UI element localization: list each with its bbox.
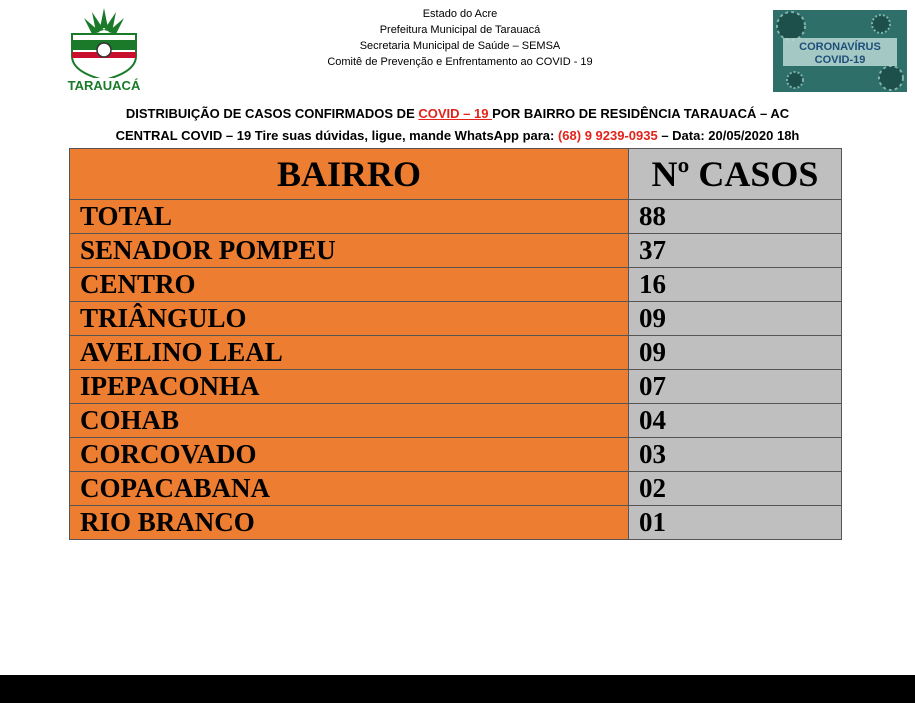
- tarauaca-logo: [44, 6, 172, 92]
- case-count: 04: [629, 404, 842, 438]
- header-block: [250, 6, 670, 70]
- table-row: [70, 302, 842, 336]
- table-row: [70, 336, 842, 370]
- case-count: 88: [629, 200, 842, 234]
- cases-table: [69, 148, 842, 540]
- bairro-name: IPEPACONHA: [70, 370, 629, 404]
- header-casos: Nº CASOS: [629, 149, 842, 200]
- table-header-row: [70, 149, 842, 200]
- title-line-1-prefix: DISTRIBUIÇÃO DE CASOS CONFIRMADOS DE: [125, 106, 419, 121]
- bairro-name: RIO BRANCO: [70, 506, 629, 540]
- badge-text-1: CORONAVÍRUS: [799, 41, 881, 53]
- coronavirus-badge: [773, 10, 907, 92]
- bairro-name: COPACABANA: [70, 472, 629, 506]
- case-count: 03: [629, 438, 842, 472]
- bairro-name: TOTAL: [70, 200, 629, 234]
- bairro-name: CORCOVADO: [70, 438, 629, 472]
- title-line-2: [0, 128, 915, 143]
- bairro-name: TRIÂNGULO: [70, 302, 629, 336]
- logo-text: TARAUACÁ: [67, 78, 141, 92]
- phone-number: (68) 9 9239-0935: [557, 128, 658, 143]
- case-count: 07: [629, 370, 842, 404]
- case-count: 02: [629, 472, 842, 506]
- case-count: 37: [629, 234, 842, 268]
- case-count: 16: [629, 268, 842, 302]
- table-row: [70, 506, 842, 540]
- tarauaca-crest-icon: [44, 6, 172, 92]
- bairro-name: SENADOR POMPEU: [70, 234, 629, 268]
- table-row: [70, 404, 842, 438]
- header-line-secretaria: Secretaria Municipal de Saúde – SEMSA: [359, 40, 561, 52]
- footer-bar: [0, 675, 915, 703]
- header-bairro: BAIRRO: [70, 149, 629, 200]
- header-line-comite: Comitê de Prevenção e Enfrentamento ao COVID - 19: [327, 56, 593, 68]
- bairro-name: COHAB: [70, 404, 629, 438]
- bairro-name: CENTRO: [70, 268, 629, 302]
- badge-text-2: COVID-19: [814, 54, 866, 66]
- table-row: [70, 438, 842, 472]
- title-line-1: [0, 106, 915, 121]
- table-row: [70, 472, 842, 506]
- case-count: 01: [629, 506, 842, 540]
- title-line-2-suffix: – Data: 20/05/2020 18h: [657, 128, 800, 143]
- title-covid-highlight: COVID – 19: [418, 106, 493, 121]
- case-count: 09: [629, 302, 842, 336]
- case-count: 09: [629, 336, 842, 370]
- table-row: [70, 268, 842, 302]
- table-row: [70, 370, 842, 404]
- table-row: [70, 200, 842, 234]
- bairro-name: AVELINO LEAL: [70, 336, 629, 370]
- title-line-2-prefix: CENTRAL COVID – 19 Tire suas dúvidas, ligue, mande WhatsApp para:: [115, 128, 558, 143]
- title-line-1-suffix: POR BAIRRO DE RESIDÊNCIA TARAUACÁ – AC: [492, 106, 790, 121]
- header-line-prefeitura: Prefeitura Municipal de Tarauacá: [379, 24, 541, 36]
- table-row: [70, 234, 842, 268]
- coronavirus-badge-icon: [773, 10, 907, 92]
- header-line-state: Estado do Acre: [422, 8, 498, 20]
